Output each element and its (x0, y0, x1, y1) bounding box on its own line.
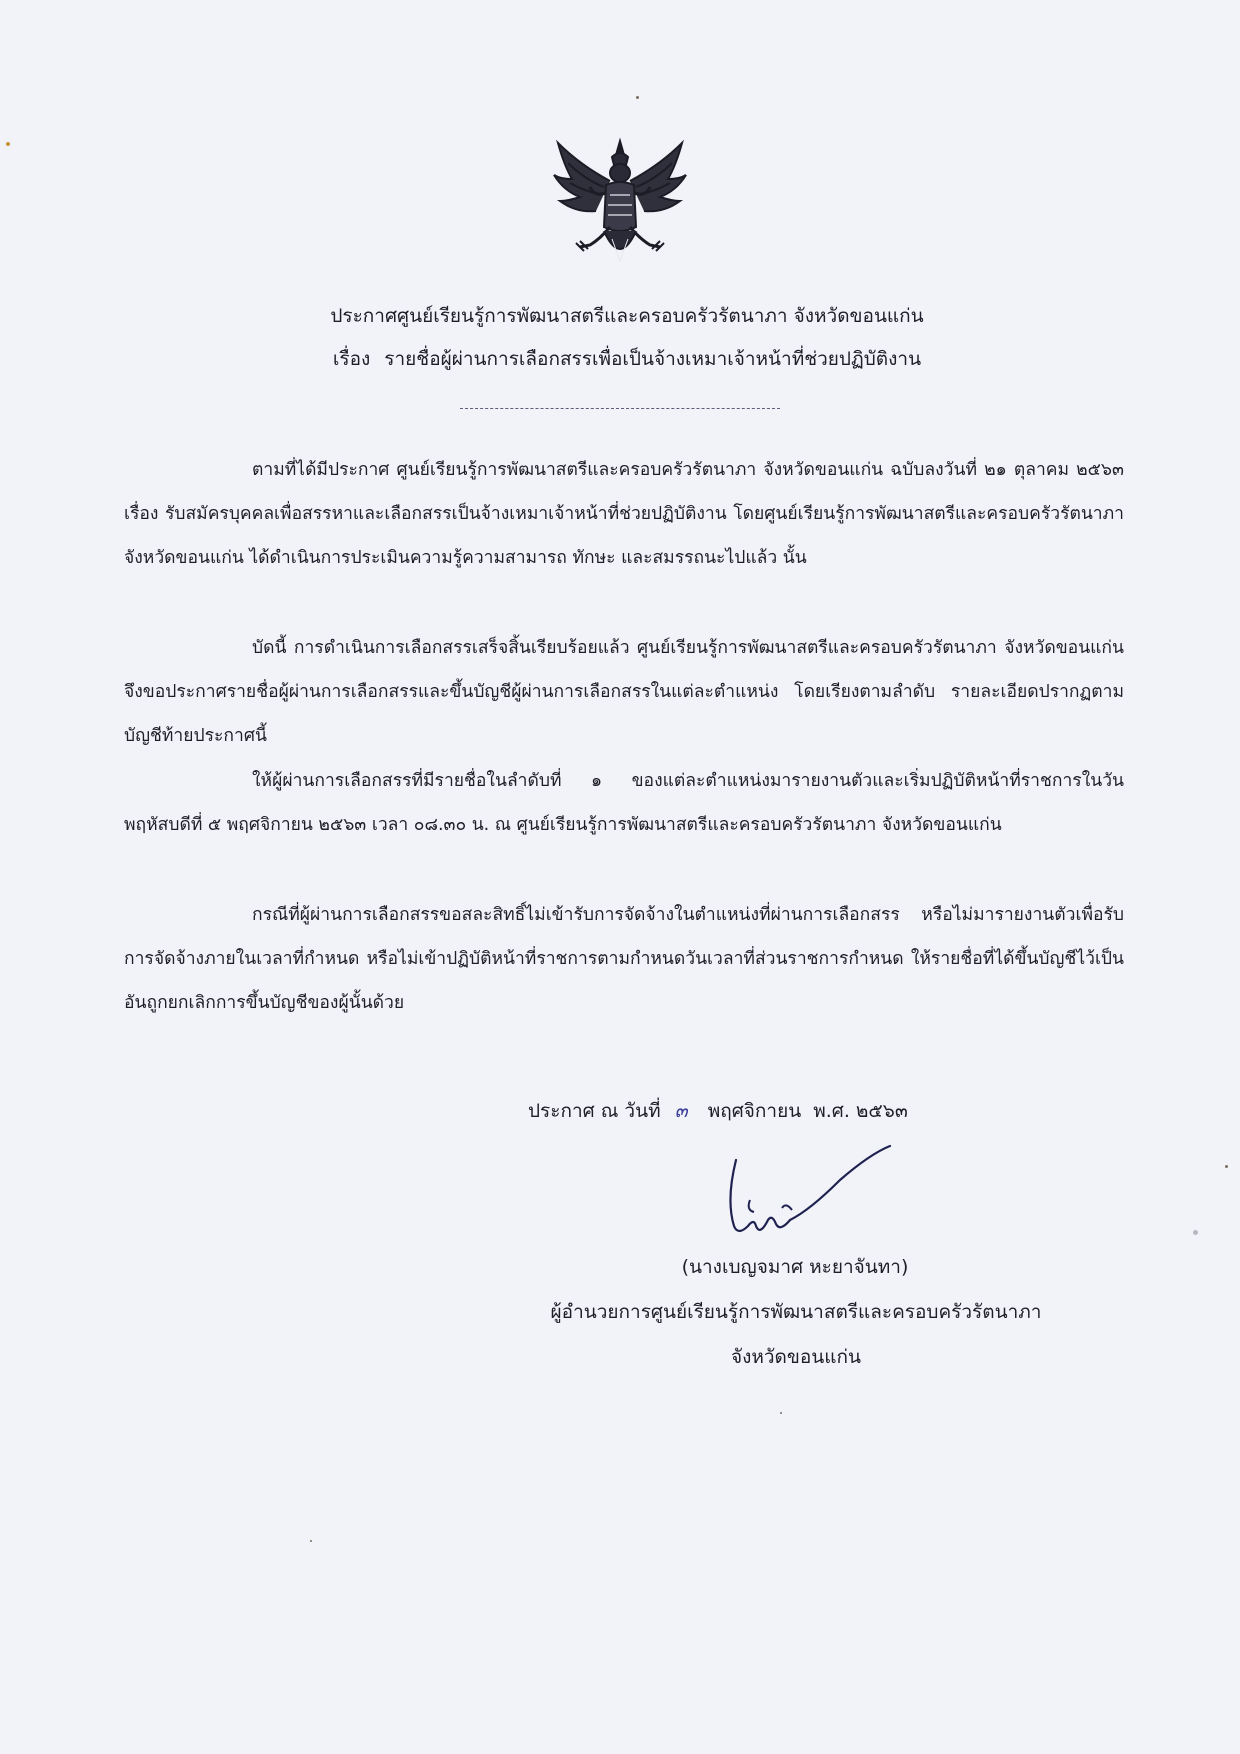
scan-speck (780, 1412, 782, 1414)
announcement-subject (0, 346, 1240, 372)
date-year: พ.ศ. ๒๕๖๓ (813, 1100, 908, 1122)
title-divider (460, 408, 780, 409)
scan-speck (310, 1540, 312, 1542)
handwritten-signature (720, 1140, 920, 1250)
paragraph-2-text: บัดนี้ การดำเนินการเลือกสรรเสร็จสิ้นเรียบร้อยแล้ว ศูนย์เรียนรู้การพัฒนาสตรีและครอบครัวรัตนาภา จังหวัดขอนแก่น จึงขอประกาศรายชื่อผู้ผ่านการเลือกสรรและขึ้นบัญชีผู้ผ่านการเลือกสรรในแต่ละตำแหน่ง โดยเรียงตามลำดับ รายละเอียดปรากฏตามบัญชีท้ายประกาศนี้ (124, 638, 1124, 746)
paragraph-3-text: ให้ผู้ผ่านการเลือกสรรที่มีรายชื่อในลำดับที่ ๑ ของแต่ละตำแหน่งมารายงานตัวและเริ่มปฏิบัติหน้าที่ราชการในวันพฤหัสบดีที่ ๕ พฤศจิกายน ๒๕๖๓ เวลา ๐๘.๓๐ น. ณ ศูนย์เรียนรู้การพัฒนาสตรีและครอบครัวรัตนาภา จังหวัดขอนแก่น (124, 771, 1124, 835)
signer-name: (นางเบญจมาศ หะยาจันทา) (681, 1256, 909, 1278)
announcement-date (528, 1098, 908, 1124)
scan-speck (1225, 1165, 1228, 1168)
signer-province: จังหวัดขอนแก่น (730, 1346, 862, 1368)
body-paragraph-2 (124, 626, 1124, 758)
signer-position: ผู้อำนวยการศูนย์เรียนรู้การพัฒนาสตรีและครอบครัวรัตนาภา (550, 1301, 1042, 1323)
subject-label: เรื่อง (332, 348, 371, 370)
body-paragraph-1 (124, 448, 1124, 580)
body-paragraph-4 (124, 893, 1124, 1025)
garuda-emblem-icon (550, 135, 690, 275)
body-paragraph-3 (124, 759, 1124, 847)
paragraph-4-text: กรณีที่ผู้ผ่านการเลือกสรรขอสละสิทธิ์ไม่เข้ารับการจัดจ้างในตำแหน่งที่ผ่านการเลือกสรร หรือไม่มารายงานตัวเพื่อรับการจัดจ้างภายในเวลาที่กำหนด หรือไม่เข้าปฏิบัติหน้าที่ราชการตามกำหนดวันเวลาที่ส่วนราชการกำหนด ให้รายชื่อที่ได้ขึ้นบัญชีไว้เป็นอันถูกยกเลิกการขึ้นบัญชีของผู้นั้นด้วย (124, 905, 1124, 1013)
subject-text: รายชื่อผู้ผ่านการเลือกสรรเพื่อเป็นจ้างเหมาเจ้าหน้าที่ช่วยปฏิบัติงาน (384, 348, 922, 370)
date-day: ๓ (674, 1100, 688, 1122)
date-month: พฤศจิกายน (707, 1100, 802, 1122)
paragraph-1-text: ตามที่ได้มีประกาศ ศูนย์เรียนรู้การพัฒนาสตรีและครอบครัวรัตนาภา จังหวัดขอนแก่น ฉบับลงวันที่ ๒๑ ตุลาคม ๒๕๖๓ เรื่อง รับสมัครบุคคลเพื่อสรรหาและเลือกสรรเป็นจ้างเหมาเจ้าหน้าที่ช่วยปฏิบัติงาน โดยศูนย์เรียนรู้การพัฒนาสตรีและครอบครัวรัตนาภา จังหวัดขอนแก่น ได้ดำเนินการประเมินความรู้ความสามารถ ทักษะ และสมรรถนะไปแล้ว นั้น (124, 460, 1124, 568)
scan-speck (636, 96, 639, 99)
scan-speck (1193, 1230, 1198, 1235)
scan-speck (6, 142, 10, 146)
announcement-title: ประกาศศูนย์เรียนรู้การพัฒนาสตรีและครอบครัวรัตนาภา จังหวัดขอนแก่น (330, 305, 924, 327)
date-prefix: ประกาศ ณ วันที่ (528, 1100, 661, 1122)
